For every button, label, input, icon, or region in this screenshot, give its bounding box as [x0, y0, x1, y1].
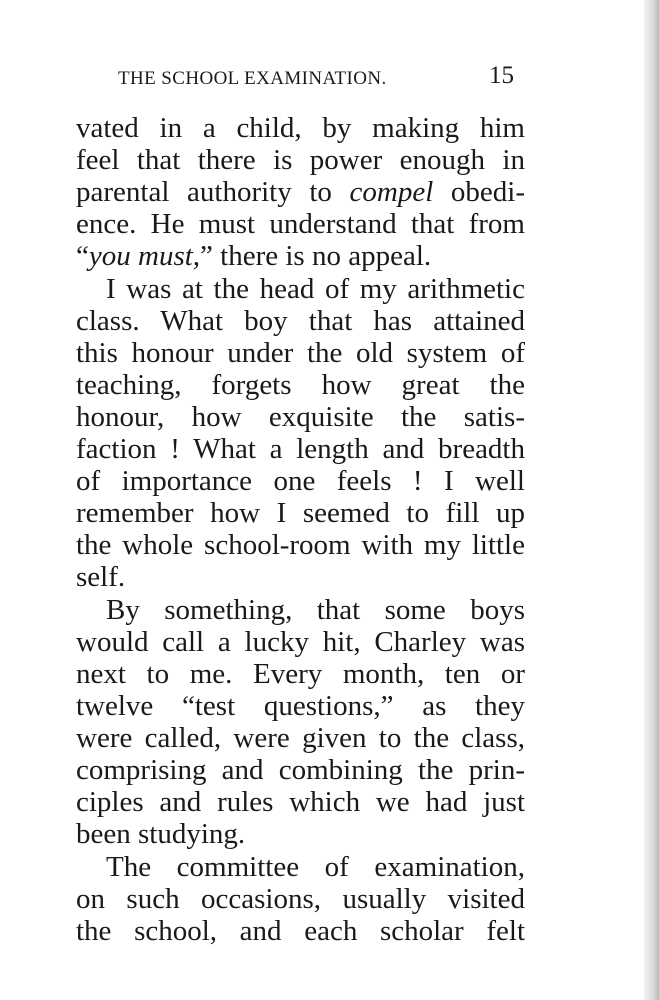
text-line: would call a lucky hit, Charley was [76, 626, 525, 658]
text-line: self. [76, 561, 126, 593]
page-number: 15 [489, 62, 514, 89]
text-line: been studying. [76, 818, 246, 850]
text-line: class. What boy that has attained [76, 305, 525, 337]
text-line: honour, how exquisite the satis- [76, 401, 525, 433]
page-header [118, 62, 518, 96]
text-line: remember how I seemed to fill up [76, 497, 525, 529]
text-line: the school, and each scholar felt [76, 915, 525, 947]
text-line: next to me. Every month, ten or [76, 658, 525, 690]
text-line: this honour under the old system of [76, 337, 525, 369]
text-line: ence. He must understand that from [76, 208, 525, 240]
text-line: I was at the head of my arithmetic [106, 273, 525, 305]
emphasis: compel [349, 176, 434, 208]
text-line: comprising and combining the prin- [76, 754, 525, 786]
text-line: “you must,” there is no appeal. [76, 240, 432, 272]
text-line: faction ! What a length and breadth [76, 433, 525, 465]
text-line: ciples and rules which we had just [76, 786, 525, 818]
running-title: THE SCHOOL EXAMINATION. [118, 68, 387, 89]
text-line: were called, were given to the class, [76, 722, 525, 754]
page-edge-shadow [644, 0, 659, 1000]
text-line: feel that there is power enough in [76, 144, 525, 176]
text-line: vated in a child, by making him [76, 112, 525, 144]
emphasis: you must, [88, 240, 201, 272]
text-line: twelve “test questions,” as they [76, 690, 525, 722]
text-line: teaching, forgets how great the [76, 369, 525, 401]
text-line: of importance one feels ! I well [76, 465, 525, 497]
text-line: parental authority to compel obedi- [76, 176, 525, 208]
text-line: on such occasions, usually visited [76, 883, 525, 915]
text-line: the whole school-room with my little [76, 529, 525, 561]
text-line: By something, that some boys [106, 594, 525, 626]
text-line: The committee of examination, [106, 851, 525, 883]
